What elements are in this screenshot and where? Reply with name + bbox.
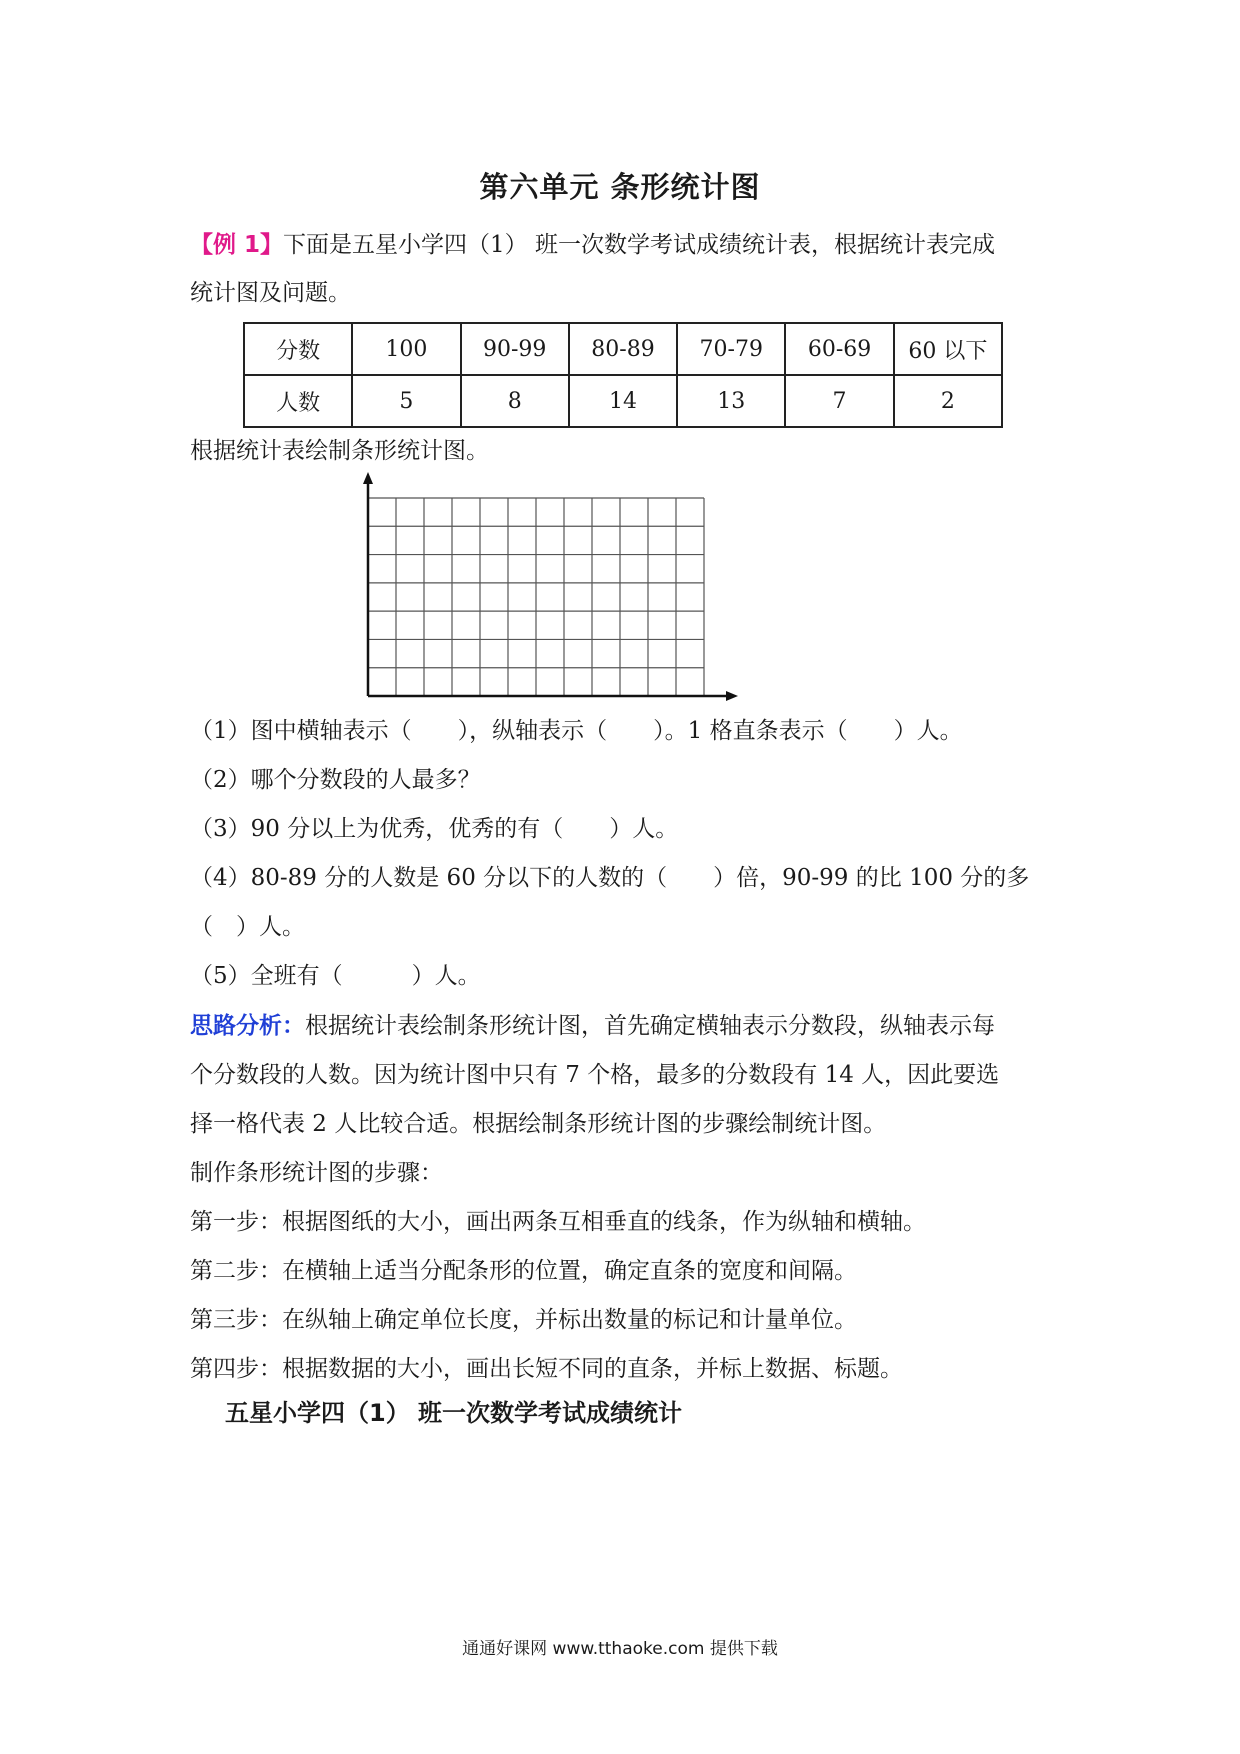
- example-label: 【例 1】: [190, 232, 284, 258]
- table-cell: 人数: [244, 375, 352, 427]
- score-table: [243, 322, 1003, 428]
- question-5: （5）全班有（ ）人。: [190, 963, 481, 989]
- instruction: 根据统计表绘制条形统计图。: [190, 438, 489, 464]
- analysis-text-3: 择一格代表 2 人比较合适。根据绘制条形统计图的步骤绘制统计图。: [190, 1111, 887, 1137]
- table-cell: 分数: [244, 323, 352, 375]
- question-3: （3）90 分以上为优秀，优秀的有（ ）人。: [190, 816, 679, 842]
- table-cell: 100: [352, 323, 460, 375]
- question-2: （2）哪个分数段的人最多？: [190, 767, 481, 793]
- footer: 通通好课网 www.tthaoke.com 提供下载: [462, 1639, 778, 1659]
- table-cell: 14: [569, 375, 677, 427]
- analysis-text-2: 个分数段的人数。因为统计图中只有 7 个格，最多的分数段有 14 人，因此要选: [190, 1062, 1000, 1088]
- y-axis-arrow-icon: [363, 472, 373, 484]
- table-cell: 8: [461, 375, 569, 427]
- question-1: （1）图中横轴表示（ ），纵轴表示（ ）。1 格直条表示（ ）人。: [190, 718, 963, 744]
- chart-title: 五星小学四（1） 班一次数学考试成绩统计: [225, 1399, 683, 1427]
- step-4: 第四步：根据数据的大小，画出长短不同的直条，并标上数据、标题。: [190, 1356, 903, 1382]
- step-3: 第三步：在纵轴上确定单位长度，并标出数量的标记和计量单位。: [190, 1307, 857, 1333]
- analysis-text-1: 根据统计表绘制条形统计图，首先确定横轴表示分数段，纵轴表示每: [305, 1013, 995, 1039]
- example-line-1: [190, 226, 1070, 259]
- empty-grid-chart: [352, 470, 742, 702]
- example-text-2: 统计图及问题。: [190, 280, 351, 306]
- question-4-cont: （ ）人。: [190, 914, 305, 940]
- example-text-1: 下面是五星小学四（1） 班一次数学考试成绩统计表，根据统计表完成: [283, 232, 995, 258]
- grid-lines: [368, 498, 704, 696]
- analysis-label: 思路分析：: [190, 1013, 305, 1039]
- table-cell: 5: [352, 375, 460, 427]
- table-cell: 70-79: [677, 323, 785, 375]
- question-4: （4）80-89 分的人数是 60 分以下的人数的（ ）倍，90-99 的比 100 分的多: [190, 865, 1030, 891]
- x-axis-arrow-icon: [726, 691, 738, 701]
- table-cell: 60 以下: [894, 323, 1002, 375]
- step-1: 第一步：根据图纸的大小，画出两条互相垂直的线条，作为纵轴和横轴。: [190, 1209, 926, 1235]
- step-2: 第二步：在横轴上适当分配条形的位置，确定直条的宽度和间隔。: [190, 1258, 857, 1284]
- table-cell: 80-89: [569, 323, 677, 375]
- table-cell: 13: [677, 375, 785, 427]
- steps-title: 制作条形统计图的步骤：: [190, 1160, 443, 1186]
- table-cell: 90-99: [461, 323, 569, 375]
- table-row-counts: [244, 375, 1002, 427]
- table-row-scores: [244, 323, 1002, 375]
- table-cell: 60-69: [785, 323, 893, 375]
- analysis-line-1: [190, 1007, 1070, 1040]
- table-cell: 7: [785, 375, 893, 427]
- page-title: 第六单元 条形统计图: [479, 170, 761, 204]
- table-cell: 2: [894, 375, 1002, 427]
